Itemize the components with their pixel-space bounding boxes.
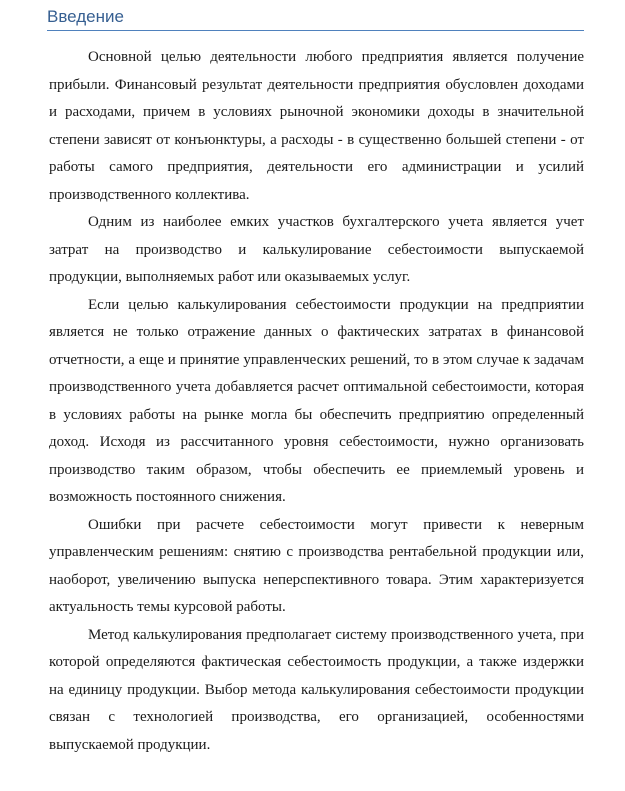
section-heading: Введение [47,7,124,26]
document-body [49,44,584,759]
paragraph-4: Ошибки при расчете себестоимости могут привести к неверным управленческим решениям: снятию с производства рентабельной продукции или, наоборот, увеличению выпуска неперспективного товара. Этим характеризуется актуальность темы курсовой работы. [49,516,584,615]
paragraph-3: Если целью калькулирования себестоимости продукции на предприятии является не только отражение данных о фактических затратах в финансовой отчетности, а еще и принятие управленческих решений, то в этом случае к задачам производственного учета добавляется расчет оптимальной себестоимости, которая в условиях работы на рынке могла бы обеспечить предприятию определенный доход. Исходя из рассчитанного уровня себестоимости, нужно организовать производство таким образом, чтобы обеспечить ее приемлемый уровень и возможность постоянного снижения. [49,296,584,505]
paragraph-2: Одним из наиболее емких участков бухгалтерского учета является учет затрат на производство и калькулирование себестоимости выпускаемой продукции, выполняемых работ или оказываемых услуг. [49,214,584,285]
paragraph-1: Основной целью деятельности любого предприятия является получение прибыли. Финансовый результат деятельности предприятия обусловлен доходами и расходами, причем в условиях рыночной экономики доходы в значительной степени зависят от конъюнктуры, а расходы - в существенно большей степени - от работы самого предприятия, деятельности его администрации и усилий производственного коллектива. [49,49,584,203]
heading-underline [47,30,584,31]
paragraph-5: Метод калькулирования предполагает систему производственного учета, при которой определяются фактическая себестоимость продукции, а также издержки на единицу продукции. Выбор метода калькулирования себестоимости продукции связан с технологией производства, его организацией, особенностями выпускаемой продукции. [49,626,584,753]
